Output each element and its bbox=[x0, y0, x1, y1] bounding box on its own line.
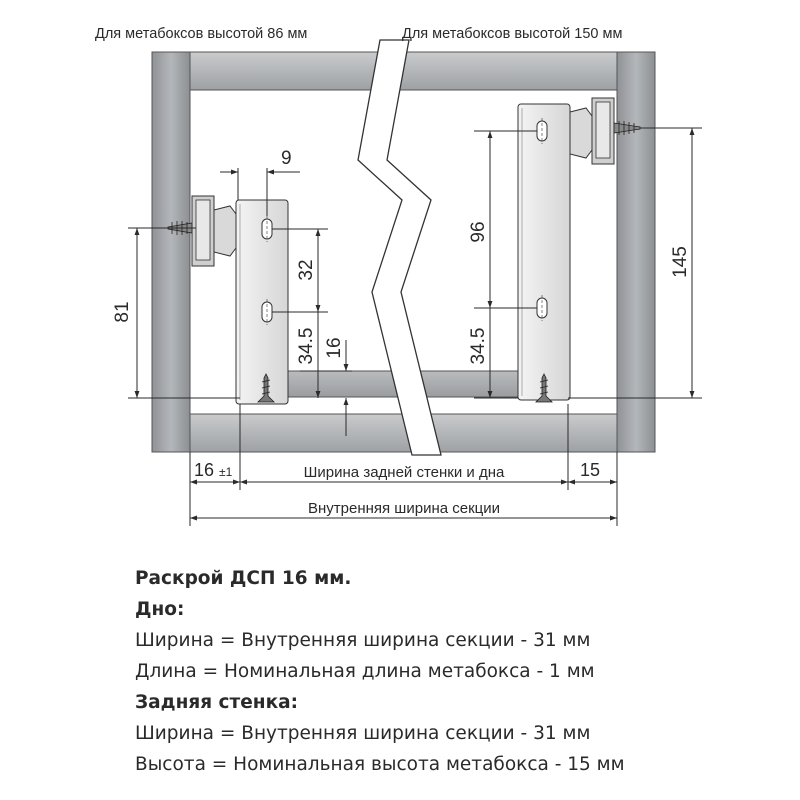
dim-16-bottom-label: 16 bbox=[194, 460, 215, 480]
bottom-heading: Дно: bbox=[135, 599, 185, 620]
back-heading: Задняя стенка: bbox=[135, 692, 299, 713]
dim-96-label: 96 bbox=[468, 221, 489, 243]
dim-81-label: 81 bbox=[112, 301, 133, 323]
right-side-panel bbox=[617, 52, 655, 452]
dim-9-label: 9 bbox=[281, 148, 292, 169]
left-side-panel bbox=[152, 52, 190, 452]
dim-34-5-right-label: 34.5 bbox=[468, 327, 489, 365]
dim-15-label: 15 bbox=[580, 460, 601, 480]
dim-34-5-left-label: 34.5 bbox=[296, 327, 317, 365]
bottom-length-formula: Длина = Номинальная длина метабокса - 1 мм bbox=[135, 661, 595, 682]
bottom-width-formula: Ширина = Внутренняя ширина секции - 31 мм bbox=[135, 630, 591, 651]
dim-16-label: 16 bbox=[324, 337, 345, 359]
right-bracket bbox=[518, 98, 614, 400]
back-width-label: Ширина задней стенки и дна bbox=[303, 464, 505, 481]
header-right-label: Для метабоксов высотой 150 мм bbox=[402, 26, 623, 42]
notes-title: Раскрой ДСП 16 мм. bbox=[135, 568, 352, 589]
back-height-formula: Высота = Номинальная высота метабокса - 15 мм bbox=[135, 754, 625, 775]
dim-145-label: 145 bbox=[670, 246, 691, 278]
header-left-label: Для метабоксов высотой 86 мм bbox=[95, 26, 308, 42]
inner-width-label: Внутренняя ширина секции bbox=[307, 500, 501, 517]
tolerance-label: ±1 bbox=[219, 465, 233, 479]
cutting-notes bbox=[135, 563, 775, 780]
back-width-formula: Ширина = Внутренняя ширина секции - 31 мм bbox=[135, 723, 591, 744]
left-bracket bbox=[192, 196, 288, 404]
dim-32-label: 32 bbox=[296, 259, 317, 281]
